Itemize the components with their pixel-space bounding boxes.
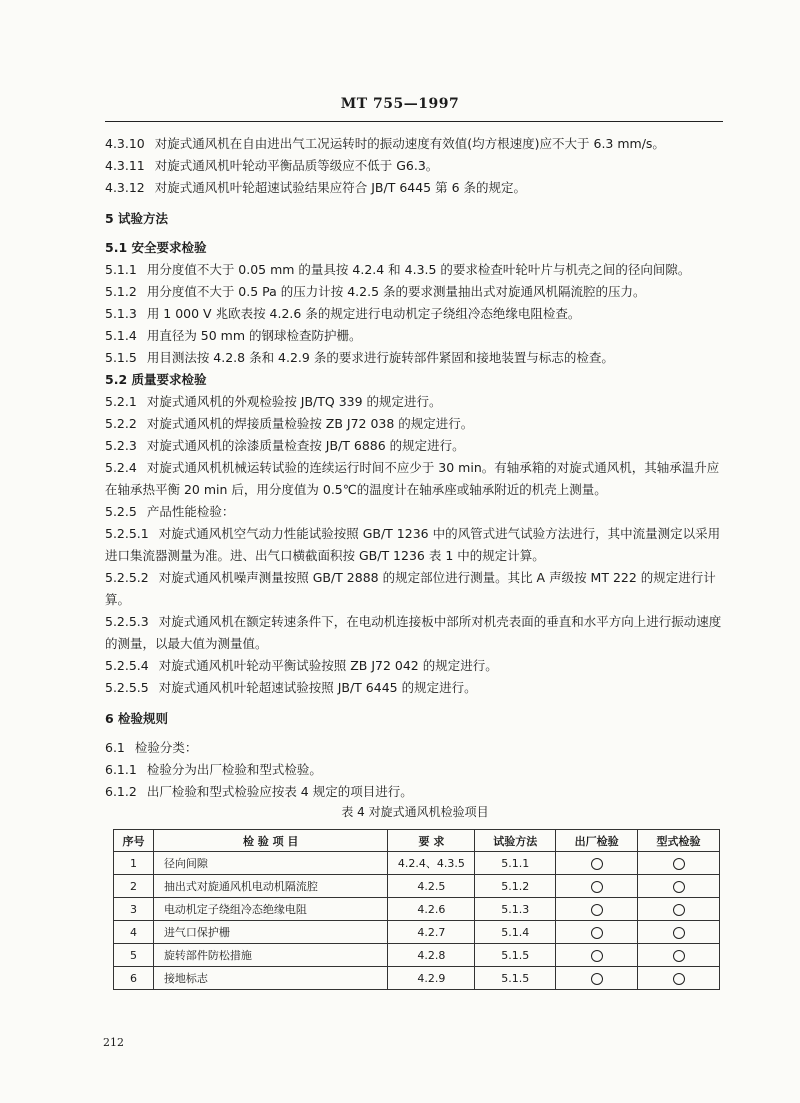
table-row [114, 852, 720, 875]
clause-text: 对旋式通风机叶轮超速试验结果应符合 JB/T 6445 第 6 条的规定。 [154, 180, 527, 195]
column-header: 型式检验 [638, 830, 720, 852]
column-header: 试验方法 [475, 830, 556, 852]
section-5-2-heading: 5.2 质量要求检验 [105, 372, 207, 387]
document-body [105, 133, 725, 821]
clause-number: 6.1.1 [105, 762, 137, 777]
header-rule [105, 121, 723, 122]
clause-text: 用目测法按 4.2.8 条和 4.2.9 条的要求进行旋转部件紧固和接地装置与标志的检查。 [146, 350, 614, 365]
requirement: 4.2.9 [388, 967, 475, 990]
test-method: 5.1.3 [475, 898, 556, 921]
row-number: 2 [114, 875, 154, 898]
clause-number: 5.2.1 [105, 394, 137, 409]
column-header: 检 验 项 目 [153, 830, 388, 852]
inspection-item: 径向间隙 [153, 852, 388, 875]
requirement: 4.2.4、4.3.5 [388, 852, 475, 875]
clause-6-1-1 [105, 759, 725, 781]
clause-5-2-5 [105, 501, 725, 523]
row-number: 1 [114, 852, 154, 875]
type-inspection-cell [638, 875, 720, 898]
clause-4-3-12 [105, 177, 725, 199]
circle-mark-icon [673, 881, 685, 893]
circle-mark-icon [591, 881, 603, 893]
column-header: 要 求 [388, 830, 475, 852]
section-5-heading: 5 试验方法 [105, 211, 169, 226]
circle-mark-icon [591, 927, 603, 939]
clause-text: 对旋式通风机空气动力性能试验按照 GB/T 1236 中的风管式进气试验方法进行，其中流量测定以采用进口集流器测量为准。进、出气口横截面积按 GB/T 1236 表 1 中的规定计算。 [105, 526, 721, 563]
test-method: 5.1.2 [475, 875, 556, 898]
row-number: 4 [114, 921, 154, 944]
clause-5-2-1 [105, 391, 725, 413]
type-inspection-cell [638, 967, 720, 990]
clause-5-2-5-2 [105, 567, 725, 611]
clause-text: 对旋式通风机叶轮动平衡品质等级应不低于 G6.3。 [154, 158, 439, 173]
clause-text: 对旋式通风机噪声测量按照 GB/T 2888 的规定部位进行测量。其比 A 声级按 MT 222 的规定进行计算。 [105, 570, 716, 607]
clause-number: 4.3.12 [105, 180, 145, 195]
factory-inspection-cell [556, 944, 638, 967]
clause-number: 5.1.1 [105, 262, 137, 277]
table-row [114, 875, 720, 898]
clause-number: 5.2.3 [105, 438, 137, 453]
clause-text: 检验分类： [134, 740, 198, 755]
clause-5-1-4 [105, 325, 725, 347]
clause-number: 5.1.3 [105, 306, 137, 321]
inspection-item: 电动机定子绕组冷态绝缘电阻 [153, 898, 388, 921]
requirement: 4.2.7 [388, 921, 475, 944]
clause-text: 对旋式通风机的外观检验按 JB/TQ 339 的规定进行。 [146, 394, 442, 409]
clause-text: 用分度值不大于 0.05 mm 的量具按 4.2.4 和 4.3.5 的要求检查叶轮叶片与机壳之间的径向间隙。 [146, 262, 691, 277]
clause-text: 出厂检验和型式检验应按表 4 规定的项目进行。 [146, 784, 413, 799]
row-number: 5 [114, 944, 154, 967]
requirement: 4.2.5 [388, 875, 475, 898]
clause-number: 5.2.2 [105, 416, 137, 431]
type-inspection-cell [638, 944, 720, 967]
clause-text: 检验分为出厂检验和型式检验。 [146, 762, 322, 777]
row-number: 3 [114, 898, 154, 921]
inspection-item: 抽出式对旋通风机电动机隔流腔 [153, 875, 388, 898]
clause-number: 5.1.5 [105, 350, 137, 365]
clause-number: 5.1.2 [105, 284, 137, 299]
clause-5-2-2 [105, 413, 725, 435]
circle-mark-icon [673, 950, 685, 962]
clause-text: 用直径为 50 mm 的钢球检查防护栅。 [146, 328, 362, 343]
clause-number: 5.2.5.2 [105, 570, 149, 585]
table-row [114, 967, 720, 990]
clause-text: 对旋式通风机的涂漆质量检查按 JB/T 6886 的规定进行。 [146, 438, 465, 453]
clause-number: 6.1 [105, 740, 125, 755]
clause-5-2-5-3 [105, 611, 725, 655]
clause-number: 5.2.5.5 [105, 680, 149, 695]
clause-text: 用分度值不大于 0.5 Pa 的压力计按 4.2.5 条的要求测量抽出式对旋通风机隔流腔的压力。 [146, 284, 646, 299]
clause-5-2-5-5 [105, 677, 725, 699]
clause-5-1-1 [105, 259, 725, 281]
table-row [114, 944, 720, 967]
clause-text: 对旋式通风机叶轮动平衡试验按照 ZB J72 042 的规定进行。 [158, 658, 498, 673]
type-inspection-cell [638, 921, 720, 944]
circle-mark-icon [591, 950, 603, 962]
column-header: 出厂检验 [556, 830, 638, 852]
factory-inspection-cell [556, 852, 638, 875]
inspection-item: 进气口保护栅 [153, 921, 388, 944]
factory-inspection-cell [556, 898, 638, 921]
circle-mark-icon [591, 858, 603, 870]
table-4-caption: 表 4 对旋式通风机检验项目 [341, 805, 489, 819]
clause-text: 对旋式通风机机械运转试验的连续运行时间不应少于 30 min。有轴承箱的对旋式通风机，其轴承温升应在轴承热平衡 20 min 后，用分度值为 0.5℃的温度计在轴承座或轴承附近的机壳上测量。 [105, 460, 720, 497]
table-header-row [114, 830, 720, 852]
clause-5-1-2 [105, 281, 725, 303]
inspection-items-table [113, 829, 720, 990]
circle-mark-icon [591, 973, 603, 985]
clause-text: 对旋式通风机在自由进出气工况运转时的振动速度有效值(均方根速度)应不大于 6.3 mm/s。 [154, 136, 665, 151]
page-number: 212 [103, 1036, 124, 1049]
circle-mark-icon [591, 904, 603, 916]
requirement: 4.2.6 [388, 898, 475, 921]
standard-code-header: MT 755—1997 [340, 96, 460, 112]
factory-inspection-cell [556, 921, 638, 944]
circle-mark-icon [673, 904, 685, 916]
clause-text: 产品性能检验： [146, 504, 235, 519]
test-method: 5.1.5 [475, 944, 556, 967]
section-5-1-heading: 5.1 安全要求检验 [105, 240, 207, 255]
clause-text: 对旋式通风机在额定转速条件下，在电动机连接板中部所对机壳表面的垂直和水平方向上进行振动速度的测量，以最大值为测量值。 [105, 614, 722, 651]
clause-number: 5.2.5.1 [105, 526, 149, 541]
clause-number: 5.2.5.4 [105, 658, 149, 673]
clause-text: 对旋式通风机的焊接质量检验按 ZB J72 038 的规定进行。 [146, 416, 474, 431]
factory-inspection-cell [556, 967, 638, 990]
factory-inspection-cell [556, 875, 638, 898]
clause-number: 5.2.4 [105, 460, 137, 475]
clause-number: 6.1.2 [105, 784, 137, 799]
inspection-item: 旋转部件防松措施 [153, 944, 388, 967]
clause-5-2-4 [105, 457, 725, 501]
circle-mark-icon [673, 973, 685, 985]
inspection-item: 接地标志 [153, 967, 388, 990]
clause-number: 4.3.11 [105, 158, 145, 173]
requirement: 4.2.8 [388, 944, 475, 967]
row-number: 6 [114, 967, 154, 990]
circle-mark-icon [673, 927, 685, 939]
clause-5-2-5-1 [105, 523, 725, 567]
test-method: 5.1.5 [475, 967, 556, 990]
table-row [114, 921, 720, 944]
clause-5-2-5-4 [105, 655, 725, 677]
clause-text: 用 1 000 V 兆欧表按 4.2.6 条的规定进行电动机定子绕组冷态绝缘电阻检查。 [146, 306, 581, 321]
test-method: 5.1.1 [475, 852, 556, 875]
clause-6-1-2 [105, 781, 725, 803]
section-6-heading: 6 检验规则 [105, 711, 169, 726]
table-row [114, 898, 720, 921]
clause-number: 5.2.5 [105, 504, 137, 519]
clause-5-2-3 [105, 435, 725, 457]
clause-5-1-3 [105, 303, 725, 325]
clause-4-3-10 [105, 133, 725, 155]
clause-number: 5.2.5.3 [105, 614, 149, 629]
clause-4-3-11 [105, 155, 725, 177]
clause-5-1-5 [105, 347, 725, 369]
type-inspection-cell [638, 898, 720, 921]
clause-number: 5.1.4 [105, 328, 137, 343]
circle-mark-icon [673, 858, 685, 870]
clause-number: 4.3.10 [105, 136, 145, 151]
clause-6-1 [105, 737, 725, 759]
clause-text: 对旋式通风机叶轮超速试验按照 JB/T 6445 的规定进行。 [158, 680, 477, 695]
type-inspection-cell [638, 852, 720, 875]
column-header: 序号 [114, 830, 154, 852]
test-method: 5.1.4 [475, 921, 556, 944]
